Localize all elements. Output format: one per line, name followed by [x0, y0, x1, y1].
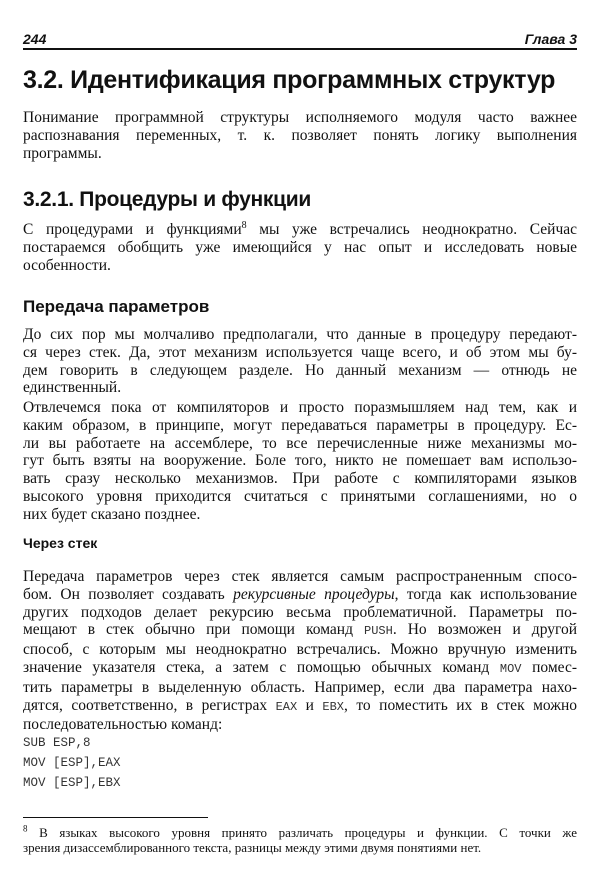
code-line: SUB ESP,8	[23, 736, 91, 750]
text-segment: До сих пор мы молчаливо предполагали, что данные в процедуру передают-	[23, 326, 577, 343]
text-line	[23, 127, 577, 145]
text-segment: , то поместить их в стек можно	[344, 696, 577, 714]
footnote-marker: 8	[241, 219, 247, 231]
code-line: MOV [ESP],EAX	[23, 756, 121, 770]
section-title: 3.2. Идентификация программных структур	[23, 66, 556, 94]
text-line	[23, 488, 577, 506]
footnote-rule	[23, 817, 208, 818]
text-segment: зрения дизассемблированного текста, разницы между этими двумя понятиями нет.	[23, 840, 482, 855]
text-line	[23, 344, 577, 362]
parameter-paragraph-1	[23, 326, 577, 397]
text-segment: и	[297, 696, 323, 714]
text-line	[23, 417, 577, 435]
text-segment: них будет сказано позднее.	[23, 505, 201, 523]
text-segment: помес-	[521, 658, 577, 676]
text-line	[23, 641, 577, 659]
text-segment: единственный.	[23, 379, 122, 397]
text-segment: тить параметры в выделенную область. Например, если два параметра нахо-	[23, 678, 577, 696]
text-line	[23, 109, 577, 127]
chapter-label: Глава 3	[524, 31, 577, 47]
text-segment: гут быть взяты на вооружение. Боле того, никто не помешает вам использо-	[23, 452, 577, 470]
via-stack-paragraph	[23, 568, 577, 734]
text-line	[23, 679, 577, 697]
page-number: 244	[23, 31, 47, 47]
text-line	[23, 257, 577, 275]
text-line	[23, 379, 577, 397]
code-listing	[23, 733, 577, 793]
footnote-marker: 8	[23, 823, 28, 834]
text-line	[23, 659, 577, 679]
text-line	[23, 145, 577, 163]
parameter-passing-heading: Передача параметров	[23, 297, 210, 316]
text-line	[23, 221, 577, 239]
header-rule	[23, 48, 577, 50]
intro-paragraph	[23, 109, 577, 162]
running-header	[23, 31, 577, 49]
parameter-paragraph-2	[23, 399, 577, 524]
footnote	[23, 825, 577, 855]
text-segment: С процедурами и функциями	[23, 221, 242, 238]
text-segment: последовательностью команд:	[23, 716, 223, 734]
text-segment: В языках высокого уровня принято различать процедуры и функции. С точки же	[27, 825, 577, 840]
text-segment: . Но возможен и другой	[392, 621, 577, 639]
text-line	[23, 604, 577, 622]
text-line	[23, 506, 577, 524]
text-segment: дятся, соответственно, в регистрах	[23, 696, 276, 714]
text-line	[23, 326, 577, 344]
text-line	[23, 825, 577, 840]
text-segment: бом. Он позволяет создавать	[23, 585, 234, 603]
text-line	[23, 399, 577, 417]
text-segment: высокого уровня приходится считаться с принятыми соглашениями, но о	[23, 487, 577, 505]
text-segment: Передача параметров через стек является самым распространенным спосо-	[23, 568, 577, 585]
text-line	[23, 470, 577, 488]
text-segment: мещают в стек обычно при помощи команд	[23, 621, 365, 639]
text-segment: распознавания переменных, т. к. позволяет понять логику выполнения	[23, 126, 577, 144]
text-line	[23, 362, 577, 380]
text-line	[23, 840, 577, 855]
text-line	[23, 435, 577, 453]
text-line	[23, 586, 577, 604]
text-segment: мы уже встречались неоднократно. Сейчас	[246, 221, 577, 238]
text-line	[23, 568, 577, 586]
text-segment: Отвлечемся пока от компиляторов и просто поразмышляем над тем, как и	[23, 399, 577, 416]
text-segment: вать сразу несколько механизмов. При работе с компиляторами языков	[23, 470, 577, 488]
text-line	[23, 452, 577, 470]
procedures-paragraph	[23, 221, 577, 274]
text-segment: способ, с которым мы неоднократно встречались. Можно вручную изменить	[23, 641, 577, 659]
text-segment: постараемся обобщить уже имеющийся у нас опыт и исследовать новые	[23, 238, 577, 256]
text-segment: дем говорить в следующем разделе. Но данный механизм — отнюдь не	[23, 361, 577, 379]
text-segment: значение указателя стека, а затем с помощью обычных команд	[23, 658, 500, 676]
text-line	[23, 239, 577, 257]
inline-code: EAX	[275, 699, 298, 714]
inline-code: MOV	[499, 661, 522, 676]
via-stack-heading: Через стек	[23, 535, 98, 551]
text-segment: Понимание программной структуры исполняемого модуля часто важнее	[23, 109, 577, 126]
text-segment: других подходов делает рекурсию весьма проблематичной. Параметры по-	[23, 603, 577, 621]
text-line	[23, 697, 577, 717]
subsection-title: 3.2.1. Процедуры и функции	[23, 188, 311, 211]
text-line	[23, 716, 577, 734]
text-segment: , тогда как использование	[394, 585, 577, 603]
code-line: MOV [ESP],EBX	[23, 776, 121, 790]
text-segment: программы.	[23, 144, 102, 162]
text-segment: особенности.	[23, 256, 111, 274]
text-segment: ли вы работаете на ассемблере, то все перечисленные ниже механизмы мо-	[23, 434, 577, 452]
inline-code: PUSH	[364, 624, 393, 639]
text-line	[23, 621, 577, 641]
inline-code: EBX	[322, 699, 345, 714]
emphasis: рекурсивные процедуры	[233, 585, 395, 603]
text-segment: ся через стек. Да, этот механизм используется чаще всего, и об этом мы бу-	[23, 343, 577, 361]
text-segment: каким образом, в принципе, могут передаваться параметры в процедуру. Ес-	[23, 416, 577, 434]
